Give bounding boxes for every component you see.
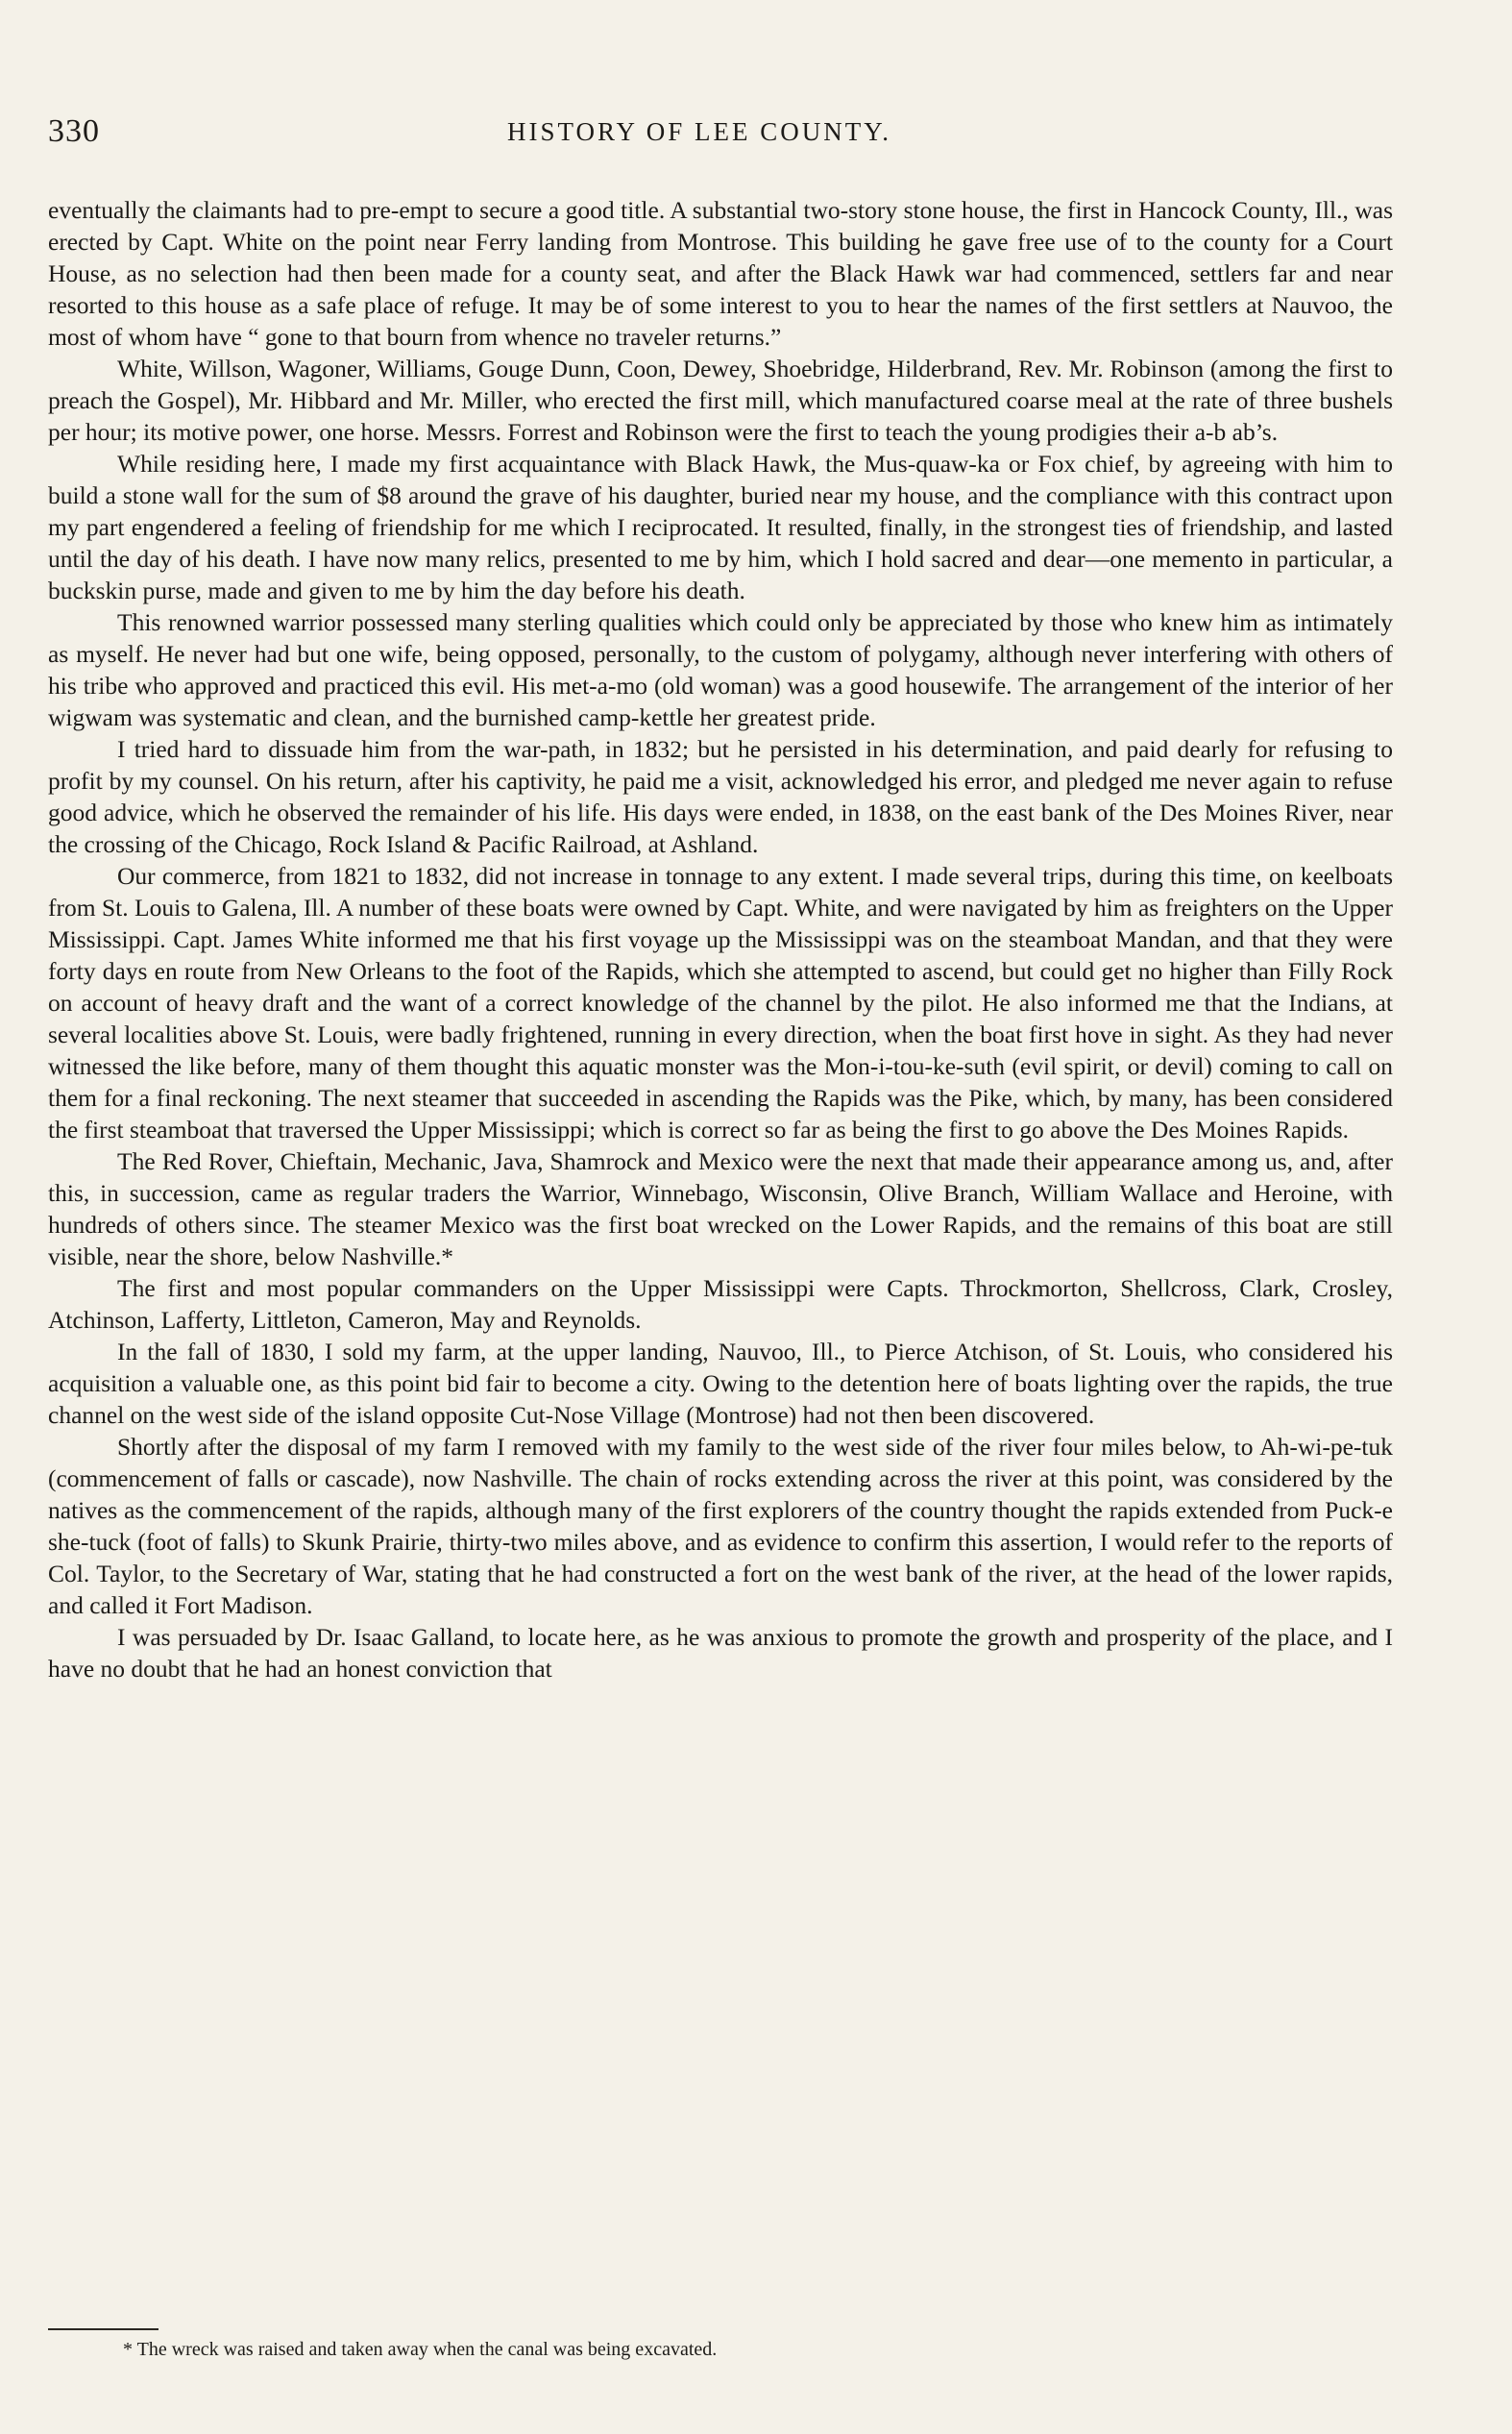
paragraph-5: I tried hard to dissuade him from the war-path, in 1832; but he persisted in his determination, and paid dearly for refusing to profit by my counsel. On his return, after his captivity, he paid me a visit, acknowledged his error, and pledged me never again to refuse good advice, which he observed the remainder of his life. His days were ended, in 1838, on the east bank of the Des Moines River, near the crossing of the Chicago, Rock Island & Pacific Railroad, at Ashland. bbox=[48, 735, 1393, 858]
paragraph-3: While residing here, I made my first acquaintance with Black Hawk, the Mus-quaw-ka or Fox chief, by agreeing with him to build a stone wall for the sum of $8 around the grave of his daughter, buried near my house, and the compliance with this contract upon my part engendered a feeling of friendship for me which I reciprocated. It resulted, finally, in the strongest ties of friendship, and lasted until the day of his death. I have now many relics, presented to me by him, which I hold sacred and dear—one memento in particular, a buckskin purse, made and given to me by him the day before his death. bbox=[48, 450, 1393, 604]
paragraph-11: I was persuaded by Dr. Isaac Galland, to locate here, as he was anxious to promote the growth and prosperity of the place, and I have no doubt that he had an honest conviction that bbox=[48, 1623, 1393, 1683]
page-number: 330 bbox=[48, 113, 100, 149]
paragraph-7: The Red Rover, Chieftain, Mechanic, Java, Shamrock and Mexico were the next that made their appearance among us, and, after this, in succession, came as regular traders the Warrior, Winnebago, Wisconsin, Olive Branch, William Wallace and Heroine, with hundreds of others since. The steamer Mexico was the first boat wrecked on the Lower Rapids, and the remains of this boat are still visible, near the shore, below Nashville.* bbox=[48, 1147, 1393, 1270]
paragraph-8: The first and most popular commanders on the Upper Mississippi were Capts. Throckmorton, Shellcross, Clark, Crosley, Atchinson, Lafferty, Littleton, Cameron, May and Reynolds. bbox=[48, 1274, 1393, 1334]
paragraph-10: Shortly after the disposal of my farm I removed with my family to the west side of the river four miles below, to Ah-wi-pe-tuk (commencement of falls or cascade), now Nashville. The chain of rocks extending across the river at this point, was considered by the natives as the commencement of the rapids, although many of the first explorers of the country thought the rapids extended from Puck-e she-tuck (foot of falls) to Skunk Prairie, thirty-two miles above, and as evidence to confirm this assertion, I would refer to the reports of Col. Taylor, to the Secretary of War, stating that he had constructed a fort on the west bank of the river, at the head of the lower rapids, and called it Fort Madison. bbox=[48, 1433, 1393, 1619]
body-text bbox=[48, 194, 1393, 1684]
paragraph-1: eventually the claimants had to pre-empt to secure a good title. A substantial two-story stone house, the first in Hancock County, Ill., was erected by Capt. White on the point near Ferry landing from Montrose. This building he gave free use of to the county for a Court House, as no selection had then been made for a county seat, and after the Black Hawk war had commenced, settlers far and near resorted to this house as a safe place of refuge. It may be of some interest to you to hear the names of the first settlers at Nauvoo, the most of whom have “ gone to that bourn from whence no traveler returns.” bbox=[48, 196, 1393, 351]
paragraph-2: White, Willson, Wagoner, Williams, Gouge Dunn, Coon, Dewey, Shoebridge, Hilderbrand, Rev. Mr. Robinson (among the first to preach the Gospel), Mr. Hibbard and Mr. Miller, who erected the first mill, which manufactured coarse meal at the rate of three bushels per hour; its motive power, one horse. Messrs. Forrest and Robinson were the first to teach the young prodigies their a-b ab’s. bbox=[48, 355, 1393, 446]
paragraph-6: Our commerce, from 1821 to 1832, did not increase in tonnage to any extent. I made several trips, during this time, on keelboats from St. Louis to Galena, Ill. A number of these boats were owned by Capt. White, and were navigated by him as freighters on the Upper Mississippi. Capt. James White informed me that his first voyage up the Mississippi was on the steamboat Mandan, and that they were forty days en route from New Orleans to the foot of the Rapids, which she attempted to ascend, but could get no higher than Filly Rock on account of heavy draft and the want of a correct knowledge of the channel by the pilot. He also informed me that the Indians, at several localities above St. Louis, were badly frightened, running in every direction, when the boat first hove in sight. As they had never witnessed the like before, many of them thought this aquatic monster was the Mon-i-tou-ke-suth (evil spirit, or devil) coming to call on them for a final reckoning. The next steamer that succeeded in ascending the Rapids was the Pike, which, by many, has been considered the first steamboat that traversed the Upper Mississippi; which is correct so far as being the first to go above the Des Moines Rapids. bbox=[48, 862, 1393, 1143]
running-head: HISTORY OF LEE COUNTY. bbox=[507, 117, 892, 146]
page-header bbox=[48, 108, 1393, 156]
paragraph-9: In the fall of 1830, I sold my farm, at the upper landing, Nauvoo, Ill., to Pierce Atchison, of St. Louis, who considered his acquisition a valuable one, as this point bid fair to become a city. Owing to the detention here of boats lighting over the rapids, the true channel on the west side of the island opposite Cut-Nose Village (Montrose) had not then been discovered. bbox=[48, 1338, 1393, 1429]
footnote: * The wreck was raised and taken away when the canal was being excavated. bbox=[123, 2339, 718, 2360]
footnote-divider bbox=[48, 2328, 159, 2330]
paragraph-4: This renowned warrior possessed many sterling qualities which could only be appreciated by those who knew him as intimately as myself. He never had but one wife, being opposed, personally, to the custom of polygamy, although never interfering with others of his tribe who approved and practiced this evil. His met-a-mo (old woman) was a good housewife. The arrangement of the interior of her wigwam was systematic and clean, and the burnished camp-kettle her greatest pride. bbox=[48, 608, 1393, 731]
